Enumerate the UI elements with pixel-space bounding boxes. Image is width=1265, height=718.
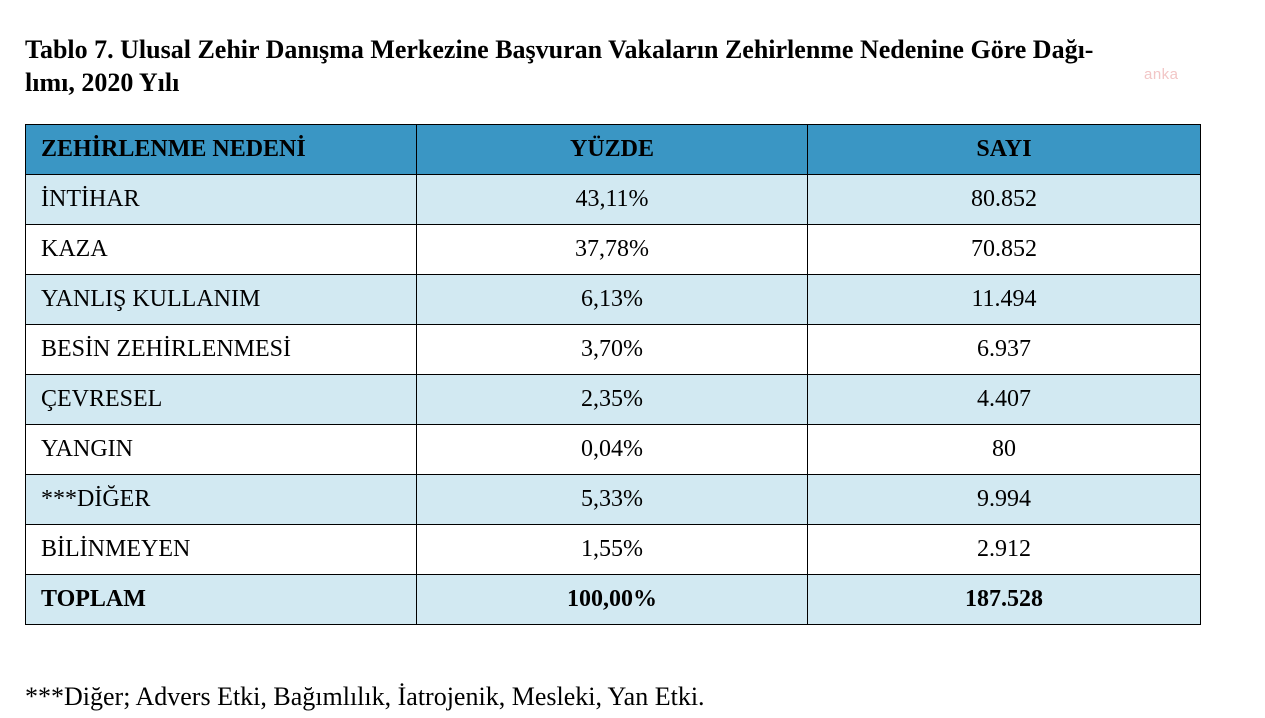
table-row [26,175,1201,225]
cell-count: 80 [808,425,1201,475]
cell-cause: İNTİHAR [26,175,417,225]
cell-count: 9.994 [808,475,1201,525]
poisoning-cause-table [25,124,1201,625]
cell-percent: 3,70% [417,325,808,375]
cell-percent: 5,33% [417,475,808,525]
cell-percent: 43,11% [417,175,808,225]
total-percent: 100,00% [417,575,808,625]
table-row [26,525,1201,575]
footnote: ***Diğer; Advers Etki, Bağımlılık, İatrojenik, Mesleki, Yan Etki. [25,682,705,711]
cell-count: 6.937 [808,325,1201,375]
cell-percent: 1,55% [417,525,808,575]
cell-percent: 0,04% [417,425,808,475]
table-title-line-2: lımı, 2020 Yılı [25,68,180,97]
cell-cause: BESİN ZEHİRLENMESİ [26,325,417,375]
table-row [26,475,1201,525]
total-label: TOPLAM [26,575,417,625]
cell-cause: ÇEVRESEL [26,375,417,425]
table-row [26,275,1201,325]
table-row [26,425,1201,475]
column-header-percent: YÜZDE [417,125,808,175]
cell-count: 4.407 [808,375,1201,425]
cell-percent: 2,35% [417,375,808,425]
cell-count: 2.912 [808,525,1201,575]
column-header-cause: ZEHİRLENME NEDENİ [26,125,417,175]
cell-percent: 37,78% [417,225,808,275]
column-header-count: SAYI [808,125,1201,175]
table-row [26,375,1201,425]
cell-cause: YANGIN [26,425,417,475]
cell-cause: BİLİNMEYEN [26,525,417,575]
cell-count: 70.852 [808,225,1201,275]
cell-count: 80.852 [808,175,1201,225]
cell-cause: KAZA [26,225,417,275]
table-header-row [26,125,1201,175]
table-title-line-1: Tablo 7. Ulusal Zehir Danışma Merkezine Başvuran Vakaların Zehirlenme Nedenine Göre Dağı- [25,35,1094,64]
watermark-logo: anka [1144,66,1179,83]
total-count: 187.528 [808,575,1201,625]
cell-cause: ***DİĞER [26,475,417,525]
cell-count: 11.494 [808,275,1201,325]
table-row [26,225,1201,275]
table-title [25,33,1225,99]
table-row [26,325,1201,375]
table-total-row [26,575,1201,625]
cell-cause: YANLIŞ KULLANIM [26,275,417,325]
cell-percent: 6,13% [417,275,808,325]
